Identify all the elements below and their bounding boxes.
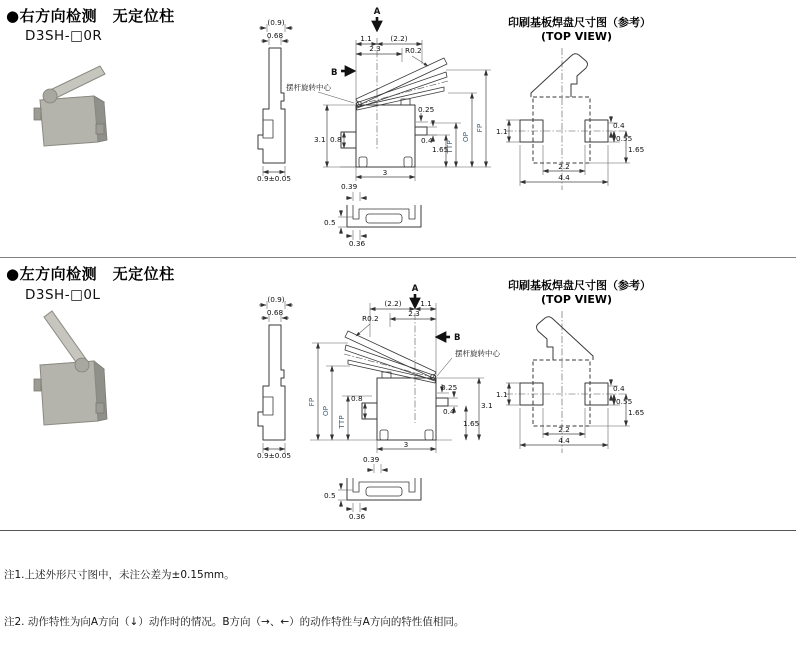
left-terminal: [341, 132, 356, 148]
left-terminal: [362, 403, 377, 419]
side-view-left: [257, 295, 293, 460]
product-image-left: [14, 303, 114, 428]
pcb-subtitle: (TOP VIEW): [541, 293, 613, 306]
lever-outline: [531, 54, 588, 97]
pcb-pad-layout-right: [496, 15, 651, 190]
note-1: 注1.上述外形尺寸图中，未注公差为±0.15mm。: [4, 568, 235, 581]
body-footprint: [533, 360, 590, 426]
dim-label: 0.4: [443, 407, 455, 416]
right-terminal: [415, 127, 427, 135]
dim-label: 0.25: [441, 383, 458, 392]
ttp-label: TTP: [445, 140, 454, 154]
terminal-tab: [34, 379, 41, 391]
side-view-right: [257, 18, 293, 183]
terminal-tab: [96, 403, 104, 413]
dim-label: 0.4: [613, 384, 625, 393]
dim-label: 4.4: [558, 173, 570, 182]
dim-label: 0.4: [421, 136, 433, 145]
fp-label: FP: [475, 123, 484, 133]
dim-label: (0.9): [267, 18, 285, 27]
dim-label: (2.2): [384, 299, 402, 308]
dim-label: 1.65: [463, 419, 480, 428]
dim-label: 3.1: [314, 135, 326, 144]
dim-label: 3: [403, 440, 409, 449]
pcb-title: 印刷基板焊盘尺寸图（参考）: [508, 279, 651, 292]
dim-label: 0.9±0.05: [257, 451, 291, 460]
note-2: 注2. 动作特性为向A方向（↓）动作时的情况。B方向（→、←）的动作特性与A方向的特性值相同。: [4, 615, 465, 628]
fp-label: FP: [307, 397, 316, 407]
direction-b-label: B: [454, 333, 461, 343]
model-number-left: D3SH-□0L: [25, 287, 101, 303]
dim-label: R0.2: [362, 314, 379, 323]
dim-label: (2.2): [390, 34, 408, 43]
dim-label: R0.2: [405, 46, 422, 55]
dim-label: 0.68: [266, 308, 284, 317]
dim-label: 1.1: [420, 299, 432, 308]
lever-outline: [537, 317, 594, 360]
dim-label: 0.55: [616, 134, 633, 143]
direction-b-label: B: [331, 68, 338, 78]
dim-label: 1.1: [496, 127, 508, 136]
notes-divider: [0, 530, 796, 531]
dim-label: 1.65: [628, 145, 645, 154]
dim-label: 0.9±0.05: [257, 174, 291, 183]
dim-label: 0.36: [348, 239, 366, 248]
op-label: OP: [461, 131, 470, 143]
dim-label: 1.1: [496, 390, 508, 399]
front-view-right: [286, 7, 491, 201]
op-label: OP: [321, 405, 330, 417]
dim-label: 2.2: [558, 425, 570, 434]
bottom-view-right: [324, 205, 421, 248]
body-footprint: [533, 97, 590, 163]
body-front-face: [40, 96, 98, 146]
dimension-drawing-right: [250, 0, 700, 258]
direction-a-label: A: [373, 7, 381, 17]
product-image-right: [16, 50, 116, 150]
dim-label: 0.39: [341, 182, 358, 191]
dim-label: 0.8: [330, 135, 342, 144]
lever-center-label: 摆杆旋转中心: [455, 349, 500, 358]
footnotes: [4, 536, 464, 662]
dim-label: 0.36: [348, 512, 366, 521]
pcb-subtitle: (TOP VIEW): [541, 30, 613, 43]
pcb-title: 印刷基板焊盘尺寸图（参考）: [508, 16, 651, 29]
dim-label: 0.55: [616, 397, 633, 406]
lever-center-label: 摆杆旋转中心: [286, 83, 331, 92]
dim-label: 0.68: [266, 31, 284, 40]
model-number-right: D3SH-□0R: [25, 28, 103, 44]
dim-label: 0.5: [324, 491, 336, 500]
dim-label: 0.39: [363, 455, 380, 464]
section-title-right: ●右方向检测 无定位柱: [6, 7, 175, 25]
dim-label: 0.25: [418, 105, 435, 114]
lever-left: [44, 311, 86, 365]
dim-label: 2.3: [408, 309, 420, 318]
section-title-left: ●左方向检测 无定位柱: [6, 265, 175, 283]
switch-body-outline: [356, 105, 415, 167]
dim-label: 2.2: [558, 162, 570, 171]
dim-label: (0.9): [267, 295, 285, 304]
front-view-left: [307, 284, 500, 473]
dim-label: 2.3: [369, 44, 381, 53]
dim-label: 1.65: [628, 408, 645, 417]
terminal-tab: [34, 108, 41, 120]
lever-hub: [43, 89, 57, 103]
direction-a-label: A: [411, 284, 419, 294]
dim-label: 3.1: [481, 401, 493, 410]
switch-body-outline: [377, 378, 436, 440]
pcb-pad-layout-left: [496, 278, 651, 453]
lever-hub: [75, 358, 89, 372]
dimension-drawing-left: [250, 258, 700, 528]
right-terminal: [436, 398, 448, 406]
bottom-view-left: [324, 478, 421, 521]
ttp-label: TTP: [337, 415, 346, 429]
dim-label: 0.8: [351, 394, 363, 403]
dim-label: 1.1: [360, 34, 372, 43]
dim-label: 1.65: [432, 145, 449, 154]
terminal-tab: [96, 124, 104, 134]
dim-label: 0.5: [324, 218, 336, 227]
dim-label: 3: [382, 168, 388, 177]
dim-label: 4.4: [558, 436, 570, 445]
body-front-face: [40, 361, 98, 425]
dim-label: 0.4: [613, 121, 625, 130]
